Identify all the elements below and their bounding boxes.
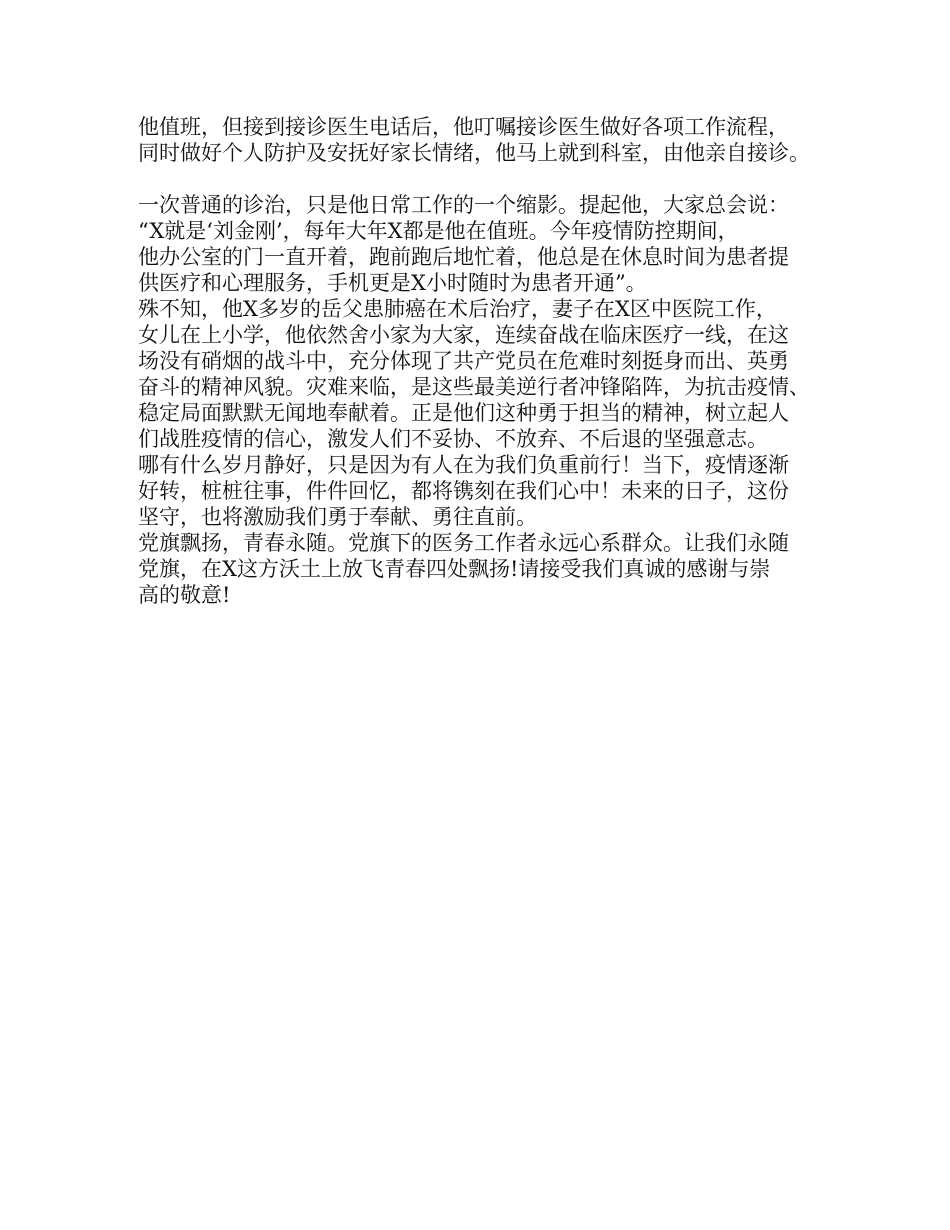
text-line: 党旗飘扬，青春永随。党旗下的医务工作者永远心系群众。让我们永随 (138, 531, 789, 555)
text-line: 女儿在上小学，他依然舍小家为大家，连续奋战在临床医疗一线，在这 (138, 323, 789, 347)
paragraph-2 (138, 192, 838, 608)
text-line: 同时做好个人防护及安抚好家长情绪，他马上就到科室，由他亲自接诊。 (138, 141, 810, 165)
text-line: 好转，桩桩往事，件件回忆，都将镌刻在我们心中！未来的日子，这份 (138, 479, 789, 503)
paragraph-1 (138, 114, 838, 166)
text-line: 供医疗和心理服务，手机更是X小时随时为患者开通”。 (138, 271, 647, 295)
text-line: 奋斗的精神风貌。灾难来临，是这些最美逆行者冲锋陷阵，为抗击疫情、 (138, 375, 810, 399)
text-line: 哪有什么岁月静好，只是因为有人在为我们负重前行！当下，疫情逐渐 (138, 453, 789, 477)
document-body (138, 114, 838, 608)
text-line: 稳定局面默默无闻地奉献着。正是他们这种勇于担当的精神，树立起人 (138, 401, 789, 425)
text-line: 党旗，在X这方沃土上放飞青春四处飘扬!请接受我们真诚的感谢与崇 (138, 557, 771, 581)
text-line: “X就是‘刘金刚’，每年大年X都是他在值班。今年疫情防控期间， (138, 219, 739, 243)
text-line: 高的敬意! (138, 583, 231, 607)
text-line: 们战胜疫情的信心，激发人们不妥协、不放弃、不后退的坚强意志。 (138, 427, 768, 451)
paragraph-gap (138, 166, 838, 192)
text-line: 坚守，也将激励我们勇于奉献、勇往直前。 (138, 505, 537, 529)
text-line: 一次普通的诊治，只是他日常工作的一个缩影。提起他，大家总会说： (138, 193, 789, 217)
text-line: 场没有硝烟的战斗中，充分体现了共产党员在危难时刻挺身而出、英勇 (138, 349, 789, 373)
text-line: 他值班，但接到接诊医生电话后，他叮嘱接诊医生做好各项工作流程， (138, 115, 789, 139)
text-line: 他办公室的门一直开着，跑前跑后地忙着，他总是在休息时间为患者提 (138, 245, 789, 269)
text-line: 殊不知，他X多岁的岳父患肺癌在术后治疗，妻子在X区中医院工作， (138, 297, 777, 321)
